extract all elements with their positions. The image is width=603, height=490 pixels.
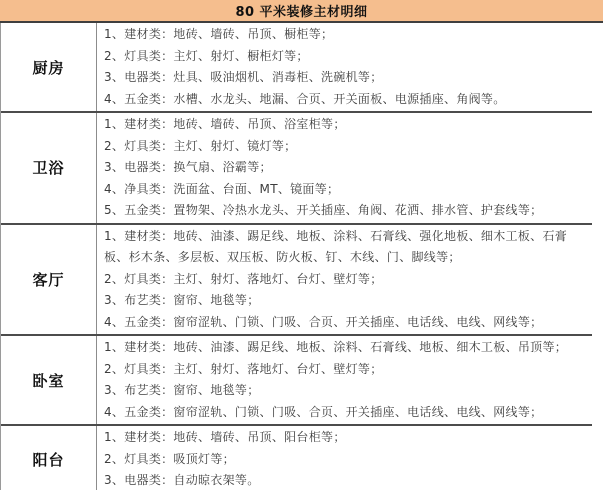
- room-cell-bathroom: [1, 113, 97, 223]
- room-label: 客厅: [32, 270, 65, 289]
- item-line: 3、布艺类：窗帘、地毯等；: [104, 383, 260, 397]
- item-line: 4、五金类：窗帘涩轨、门锁、门吸、合页、开关插座、电话线、电线、网线等；: [104, 404, 543, 419]
- table-row-balcony: [1, 426, 592, 490]
- item-line: 1、建材类：地砖、油漆、踢足线、地板、涂料、石膏线、地板、细木工板、吊顶等；: [104, 340, 568, 354]
- room-label: 卧室: [32, 371, 65, 390]
- table-row-kitchen: [1, 23, 592, 113]
- room-cell-kitchen: [1, 23, 97, 111]
- item-line: 2、灯具类：吸顶灯等；: [104, 451, 235, 466]
- item-line: 1、建材类：地砖、油漆、踢足线、地板、涂料、石膏线、强化地板、细木工板、石膏板、杉木条、多层板、双压板、防火板、钉、木线、门、脚线等；: [104, 228, 568, 264]
- item-line: 1、建材类：地砖、墙砖、吊顶、阳台柜等；: [104, 430, 346, 444]
- item-line: 4、净具类：洗面盆、台面、MT、镜面等；: [104, 181, 340, 196]
- table-title: 80 平米装修主材明细: [235, 5, 368, 20]
- items-cell-bathroom: [97, 113, 592, 223]
- item-line: 3、布艺类：窗帘、地毯等；: [104, 293, 260, 307]
- item-line: 3、电器类：换气扇、浴霸等；: [104, 160, 272, 174]
- items-cell-livingroom: [97, 225, 592, 335]
- room-label: 厨房: [32, 58, 65, 77]
- item-line: 2、灯具类：主灯、射灯、橱柜灯等；: [104, 48, 309, 63]
- room-cell-bedroom: [1, 336, 97, 424]
- table-body: [0, 23, 592, 490]
- room-cell-balcony: [1, 426, 97, 490]
- item-line: 2、灯具类：主灯、射灯、落地灯、台灯、壁灯等；: [104, 271, 383, 286]
- table-row-bedroom: [1, 336, 592, 426]
- item-line: 4、五金类：窗帘涩轨、门锁、门吸、合页、开关插座、电话线、电线、网线等；: [104, 314, 543, 329]
- items-cell-balcony: [97, 426, 592, 490]
- room-label: 卫浴: [32, 159, 65, 178]
- item-line: 3、电器类：自动晾衣架等。: [104, 473, 260, 487]
- item-line: 5、五金类：置物架、冷热水龙头、开关插座、角阀、花洒、排水管、护套线等；: [104, 203, 543, 217]
- items-cell-bedroom: [97, 336, 592, 424]
- room-cell-livingroom: [1, 225, 97, 335]
- table-row-livingroom: [1, 225, 592, 337]
- item-line: 2、灯具类：主灯、射灯、落地灯、台灯、壁灯等；: [104, 361, 383, 376]
- item-line: 3、电器类：灶具、吸油烟机、消毒柜、洗碗机等；: [104, 70, 383, 84]
- item-line: 4、五金类：水槽、水龙头、地漏、合页、开关面板、电源插座、角阀等。: [104, 91, 506, 106]
- item-line: 1、建材类：地砖、墙砖、吊顶、浴室柜等；: [104, 117, 346, 131]
- item-line: 2、灯具类：主灯、射灯、镜灯等；: [104, 138, 297, 153]
- items-cell-kitchen: [97, 23, 592, 111]
- item-line: 1、建材类：地砖、墙砖、吊顶、橱柜等；: [104, 27, 334, 41]
- table-title-bar: [0, 0, 603, 23]
- table-row-bathroom: [1, 113, 592, 225]
- room-label: 阳台: [32, 450, 65, 469]
